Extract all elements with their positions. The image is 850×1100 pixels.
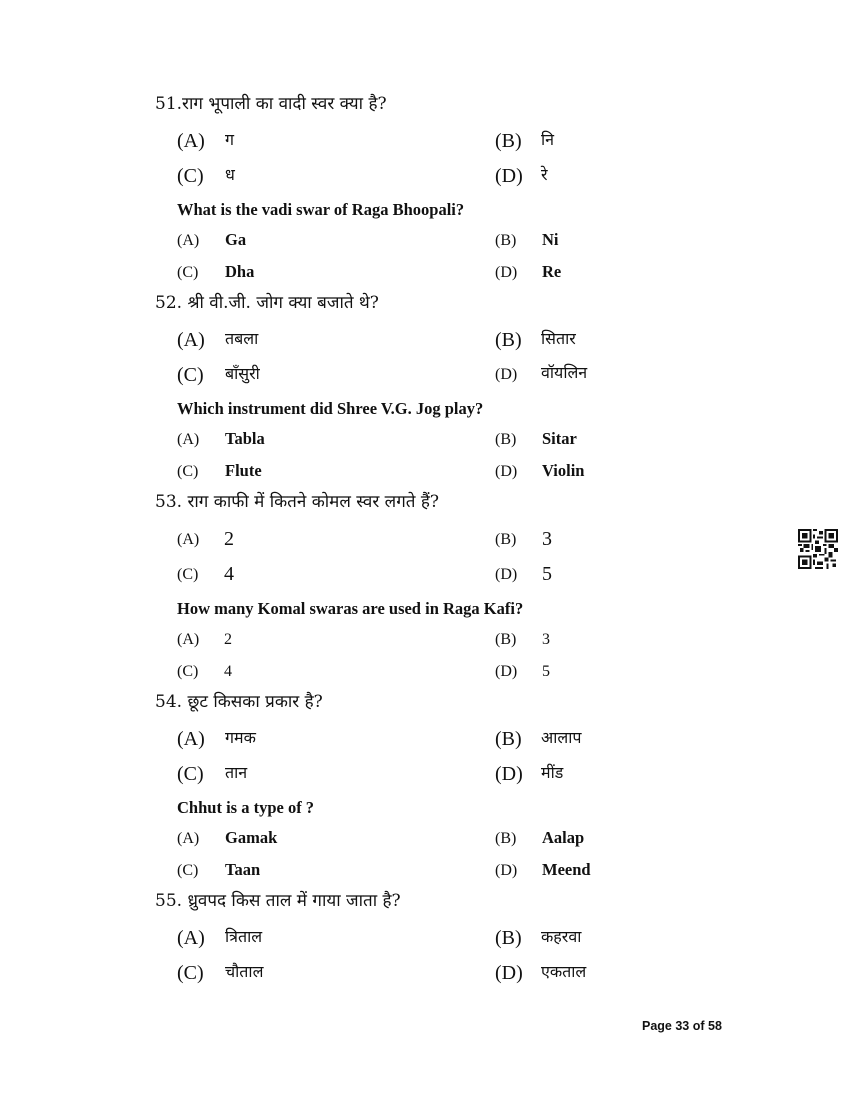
q54-en-option-a-text: Gamak [225, 828, 278, 847]
q51-hi-option-c-text: ध [225, 165, 235, 184]
q51-hi-option-c-label: (C) [177, 165, 204, 187]
q55-hi-option-a-label: (A) [177, 927, 205, 949]
question-51-english: What is the vadi swar of Raga Bhoopali? [177, 200, 465, 219]
q55-hi-option-a-text: त्रिताल [225, 927, 263, 946]
q54-hi-option-c-label: (C) [177, 763, 204, 785]
question-53-hindi: 53. राग काफी में कितने कोमल स्वर लगते हैं? [155, 492, 440, 512]
q53-hi-option-c-text: 4 [224, 563, 234, 585]
q54-en-option-b-label: (B) [495, 830, 517, 847]
q52-en-option-c-text: Flute [225, 461, 262, 480]
q54-hi-option-b-label: (B) [495, 728, 522, 750]
q51-hi-option-a-label: (A) [177, 130, 205, 152]
question-53-english: How many Komal swaras are used in Raga Kafi? [177, 599, 524, 618]
q51-hi-option-d-text: रे [541, 165, 548, 184]
q53-hi-option-d-label: (D) [495, 566, 518, 583]
question-52-hindi: 52. श्री वी.जी. जोग क्या बजाते थे? [155, 293, 379, 313]
q51-hi-option-d-label: (D) [495, 165, 523, 187]
q51-en-option-c-text: Dha [225, 262, 255, 281]
q53-en-option-c-label: (C) [177, 663, 199, 680]
q52-en-option-b-label: (B) [495, 431, 517, 448]
q51-hi-option-b-text: नि [541, 130, 555, 149]
q51-en-option-a-label: (A) [177, 232, 200, 249]
q52-en-option-d-label: (D) [495, 463, 518, 480]
q53-en-option-d-text: 5 [542, 663, 550, 680]
q54-en-option-c-label: (C) [177, 862, 199, 879]
qr-code-icon [798, 529, 838, 569]
q55-hi-option-b-text: कहरवा [541, 927, 582, 946]
q52-hi-option-b-text: सितार [541, 329, 576, 348]
q53-hi-option-d-text: 5 [542, 563, 552, 585]
q51-en-option-b-label: (B) [495, 232, 517, 249]
q54-hi-option-d-text: मींड [541, 763, 564, 782]
q52-en-option-c-label: (C) [177, 463, 199, 480]
q53-en-option-a-text: 2 [224, 631, 232, 648]
q52-hi-option-a-label: (A) [177, 329, 205, 351]
q53-hi-option-b-label: (B) [495, 531, 517, 548]
q52-hi-option-a-text: तबला [225, 329, 259, 348]
q54-en-option-a-label: (A) [177, 830, 200, 847]
q51-en-option-d-label: (D) [495, 264, 518, 281]
q55-hi-option-d-text: एकताल [541, 962, 587, 981]
q54-en-option-d-text: Meend [542, 860, 591, 879]
q51-en-option-a-text: Ga [225, 230, 247, 249]
page-number: Page 33 of 58 [642, 1019, 722, 1033]
q54-en-option-c-text: Taan [225, 860, 261, 879]
q52-en-option-d-text: Violin [542, 461, 585, 480]
q52-hi-option-c-label: (C) [177, 364, 204, 386]
q53-en-option-c-text: 4 [224, 663, 232, 680]
q52-en-option-a-label: (A) [177, 431, 200, 448]
q51-en-option-b-text: Ni [542, 230, 559, 249]
question-51-hindi: 51.राग भूपाली का वादी स्वर क्या है? [155, 94, 387, 114]
q53-hi-option-c-label: (C) [177, 566, 199, 583]
q54-hi-option-c-text: तान [225, 763, 248, 782]
q52-hi-option-d-text: वॉयलिन [541, 363, 588, 382]
q52-hi-option-c-text: बाँसुरी [225, 364, 260, 383]
question-54-english: Chhut is a type of ? [177, 798, 315, 817]
q53-en-option-b-label: (B) [495, 631, 517, 648]
q51-en-option-d-text: Re [542, 262, 562, 281]
q53-en-option-a-label: (A) [177, 631, 200, 648]
q53-hi-option-a-text: 2 [224, 528, 234, 550]
q52-en-option-a-text: Tabla [225, 429, 265, 448]
q55-hi-option-c-text: चौताल [225, 962, 264, 981]
q54-hi-option-a-label: (A) [177, 728, 205, 750]
q51-hi-option-a-text: ग [225, 130, 235, 149]
q55-hi-option-b-label: (B) [495, 927, 522, 949]
q53-en-option-d-label: (D) [495, 663, 518, 680]
q51-en-option-c-label: (C) [177, 264, 199, 281]
q52-hi-option-d-label: (D) [495, 366, 518, 383]
q52-en-option-b-text: Sitar [542, 429, 577, 448]
q53-hi-option-a-label: (A) [177, 531, 200, 548]
q54-en-option-d-label: (D) [495, 862, 518, 879]
question-54-hindi: 54. छूट किसका प्रकार है? [155, 692, 323, 712]
q53-en-option-b-text: 3 [542, 631, 550, 648]
q54-hi-option-b-text: आलाप [541, 728, 582, 747]
q55-hi-option-d-label: (D) [495, 962, 523, 984]
q52-hi-option-b-label: (B) [495, 329, 522, 351]
q51-hi-option-b-label: (B) [495, 130, 522, 152]
q53-hi-option-b-text: 3 [542, 528, 552, 550]
q54-hi-option-d-label: (D) [495, 763, 523, 785]
q55-hi-option-c-label: (C) [177, 962, 204, 984]
q54-hi-option-a-text: गमक [225, 728, 256, 747]
question-55-hindi: 55. ध्रुवपद किस ताल में गाया जाता है? [155, 891, 401, 911]
question-52-english: Which instrument did Shree V.G. Jog play? [177, 399, 484, 418]
q54-en-option-b-text: Aalap [542, 828, 585, 847]
